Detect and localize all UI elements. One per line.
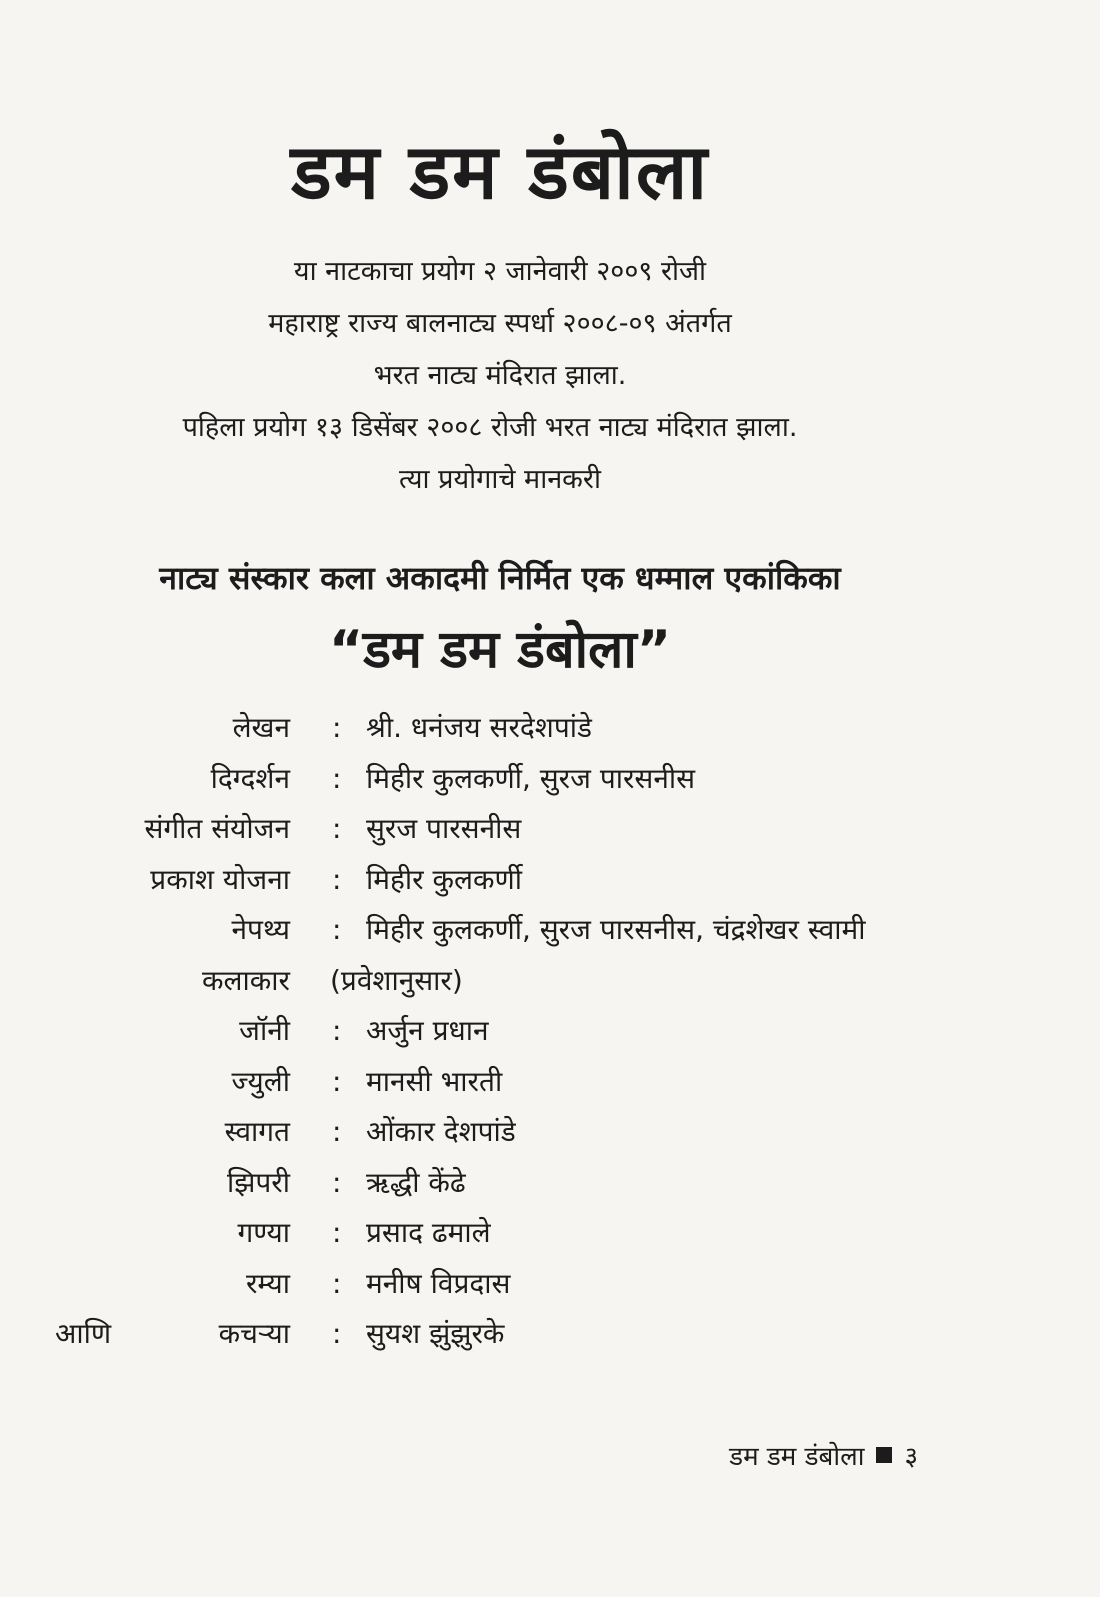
colon: : [332, 1064, 342, 1098]
colon: : [332, 761, 342, 795]
actor-name: मनीष विप्रदास [366, 1266, 511, 1300]
credit-role: दिग्दर्शन [210, 761, 290, 795]
credit-name: मिहीर कुलकर्णी, सुरज पारसनीस, चंद्रशेखर स्वामी [366, 913, 866, 946]
actor-name: ऋद्धी केंढे [366, 1165, 466, 1199]
actor-name: प्रसाद ढमाले [366, 1216, 491, 1249]
credit-row [0, 905, 1000, 956]
character-name: ज्युली [231, 1064, 290, 1098]
colon: : [332, 862, 342, 896]
actor-name: सुयश झुंझुरके [366, 1317, 505, 1350]
character-name: स्वागत [224, 1115, 290, 1148]
credit-role: संगीत संयोजन [144, 812, 290, 845]
cast-row [0, 1208, 1000, 1259]
cast-row [0, 1259, 1000, 1310]
colon: : [332, 1014, 342, 1047]
production-line: नाट्य संस्कार कला अकादमी निर्मित एक धम्माल एकांकिका [159, 559, 841, 597]
intro-line: त्या प्रयोगाचे मानकरी [399, 464, 601, 495]
page-number: ३ [904, 1442, 918, 1472]
play-subtitle: “डम डम डंबोला” [328, 620, 672, 680]
credit-role: नेपथ्य [231, 913, 290, 946]
intro-line: भरत नाट्य मंदिरात झाला. [373, 360, 627, 391]
page-title: डम डम डंबोला [290, 127, 710, 216]
character-name: गण्या [237, 1216, 290, 1249]
credit-name: मिहीर कुलकर्णी [366, 862, 522, 896]
colon: : [332, 1165, 342, 1199]
credit-role: लेखन [232, 711, 290, 744]
character-name: कचऱ्या [218, 1317, 290, 1350]
cast-order-note: (प्रवेशानुसार) [330, 963, 463, 997]
cast-row [0, 1006, 1000, 1057]
credits-list [0, 703, 1000, 1360]
credit-name: मिहीर कुलकर्णी, सुरज पारसनीस [366, 761, 696, 795]
colon: : [332, 1115, 342, 1148]
credit-role: प्रकाश योजना [150, 862, 290, 896]
square-bullet-icon [876, 1447, 892, 1463]
running-title: डम डम डंबोला [729, 1442, 865, 1472]
colon: : [332, 1216, 342, 1249]
credit-row [0, 804, 1000, 855]
page-footer [729, 1437, 918, 1473]
character-name: रम्या [245, 1266, 290, 1300]
colon: : [332, 913, 342, 946]
actor-name: अर्जुन प्रधान [366, 1014, 489, 1047]
intro-line: या नाटकाचा प्रयोग २ जानेवारी २००९ रोजी [293, 256, 707, 287]
cast-row [0, 1107, 1000, 1158]
actor-name: ओंकार देशपांडे [366, 1115, 516, 1148]
credit-name: श्री. धनंजय सरदेशपांडे [366, 711, 592, 744]
colon: : [332, 1317, 342, 1350]
credit-row [0, 703, 1000, 754]
colon: : [332, 812, 342, 845]
cast-row [0, 1309, 1000, 1360]
credit-row [0, 754, 1000, 805]
intro-line: पहिला प्रयोग १३ डिसेंबर २००८ रोजी भरत नाट्य मंदिरात झाला. [182, 412, 798, 443]
character-name: जॉनी [239, 1014, 290, 1047]
cast-row [0, 1057, 1000, 1108]
colon: : [332, 711, 342, 744]
intro-line: महाराष्ट्र राज्य बालनाट्य स्पर्धा २००८-०९ अंतर्गत [268, 308, 732, 339]
cast-prefix: आणि [55, 1317, 112, 1350]
performance-info [0, 246, 1000, 506]
cast-row [0, 1158, 1000, 1209]
cast-header-row [0, 956, 1000, 1007]
credit-row [0, 855, 1000, 906]
character-name: झिपरी [226, 1165, 290, 1199]
cast-header: कलाकार [202, 963, 290, 997]
colon: : [332, 1266, 342, 1300]
credit-name: सुरज पारसनीस [366, 812, 522, 845]
actor-name: मानसी भारती [366, 1064, 503, 1098]
